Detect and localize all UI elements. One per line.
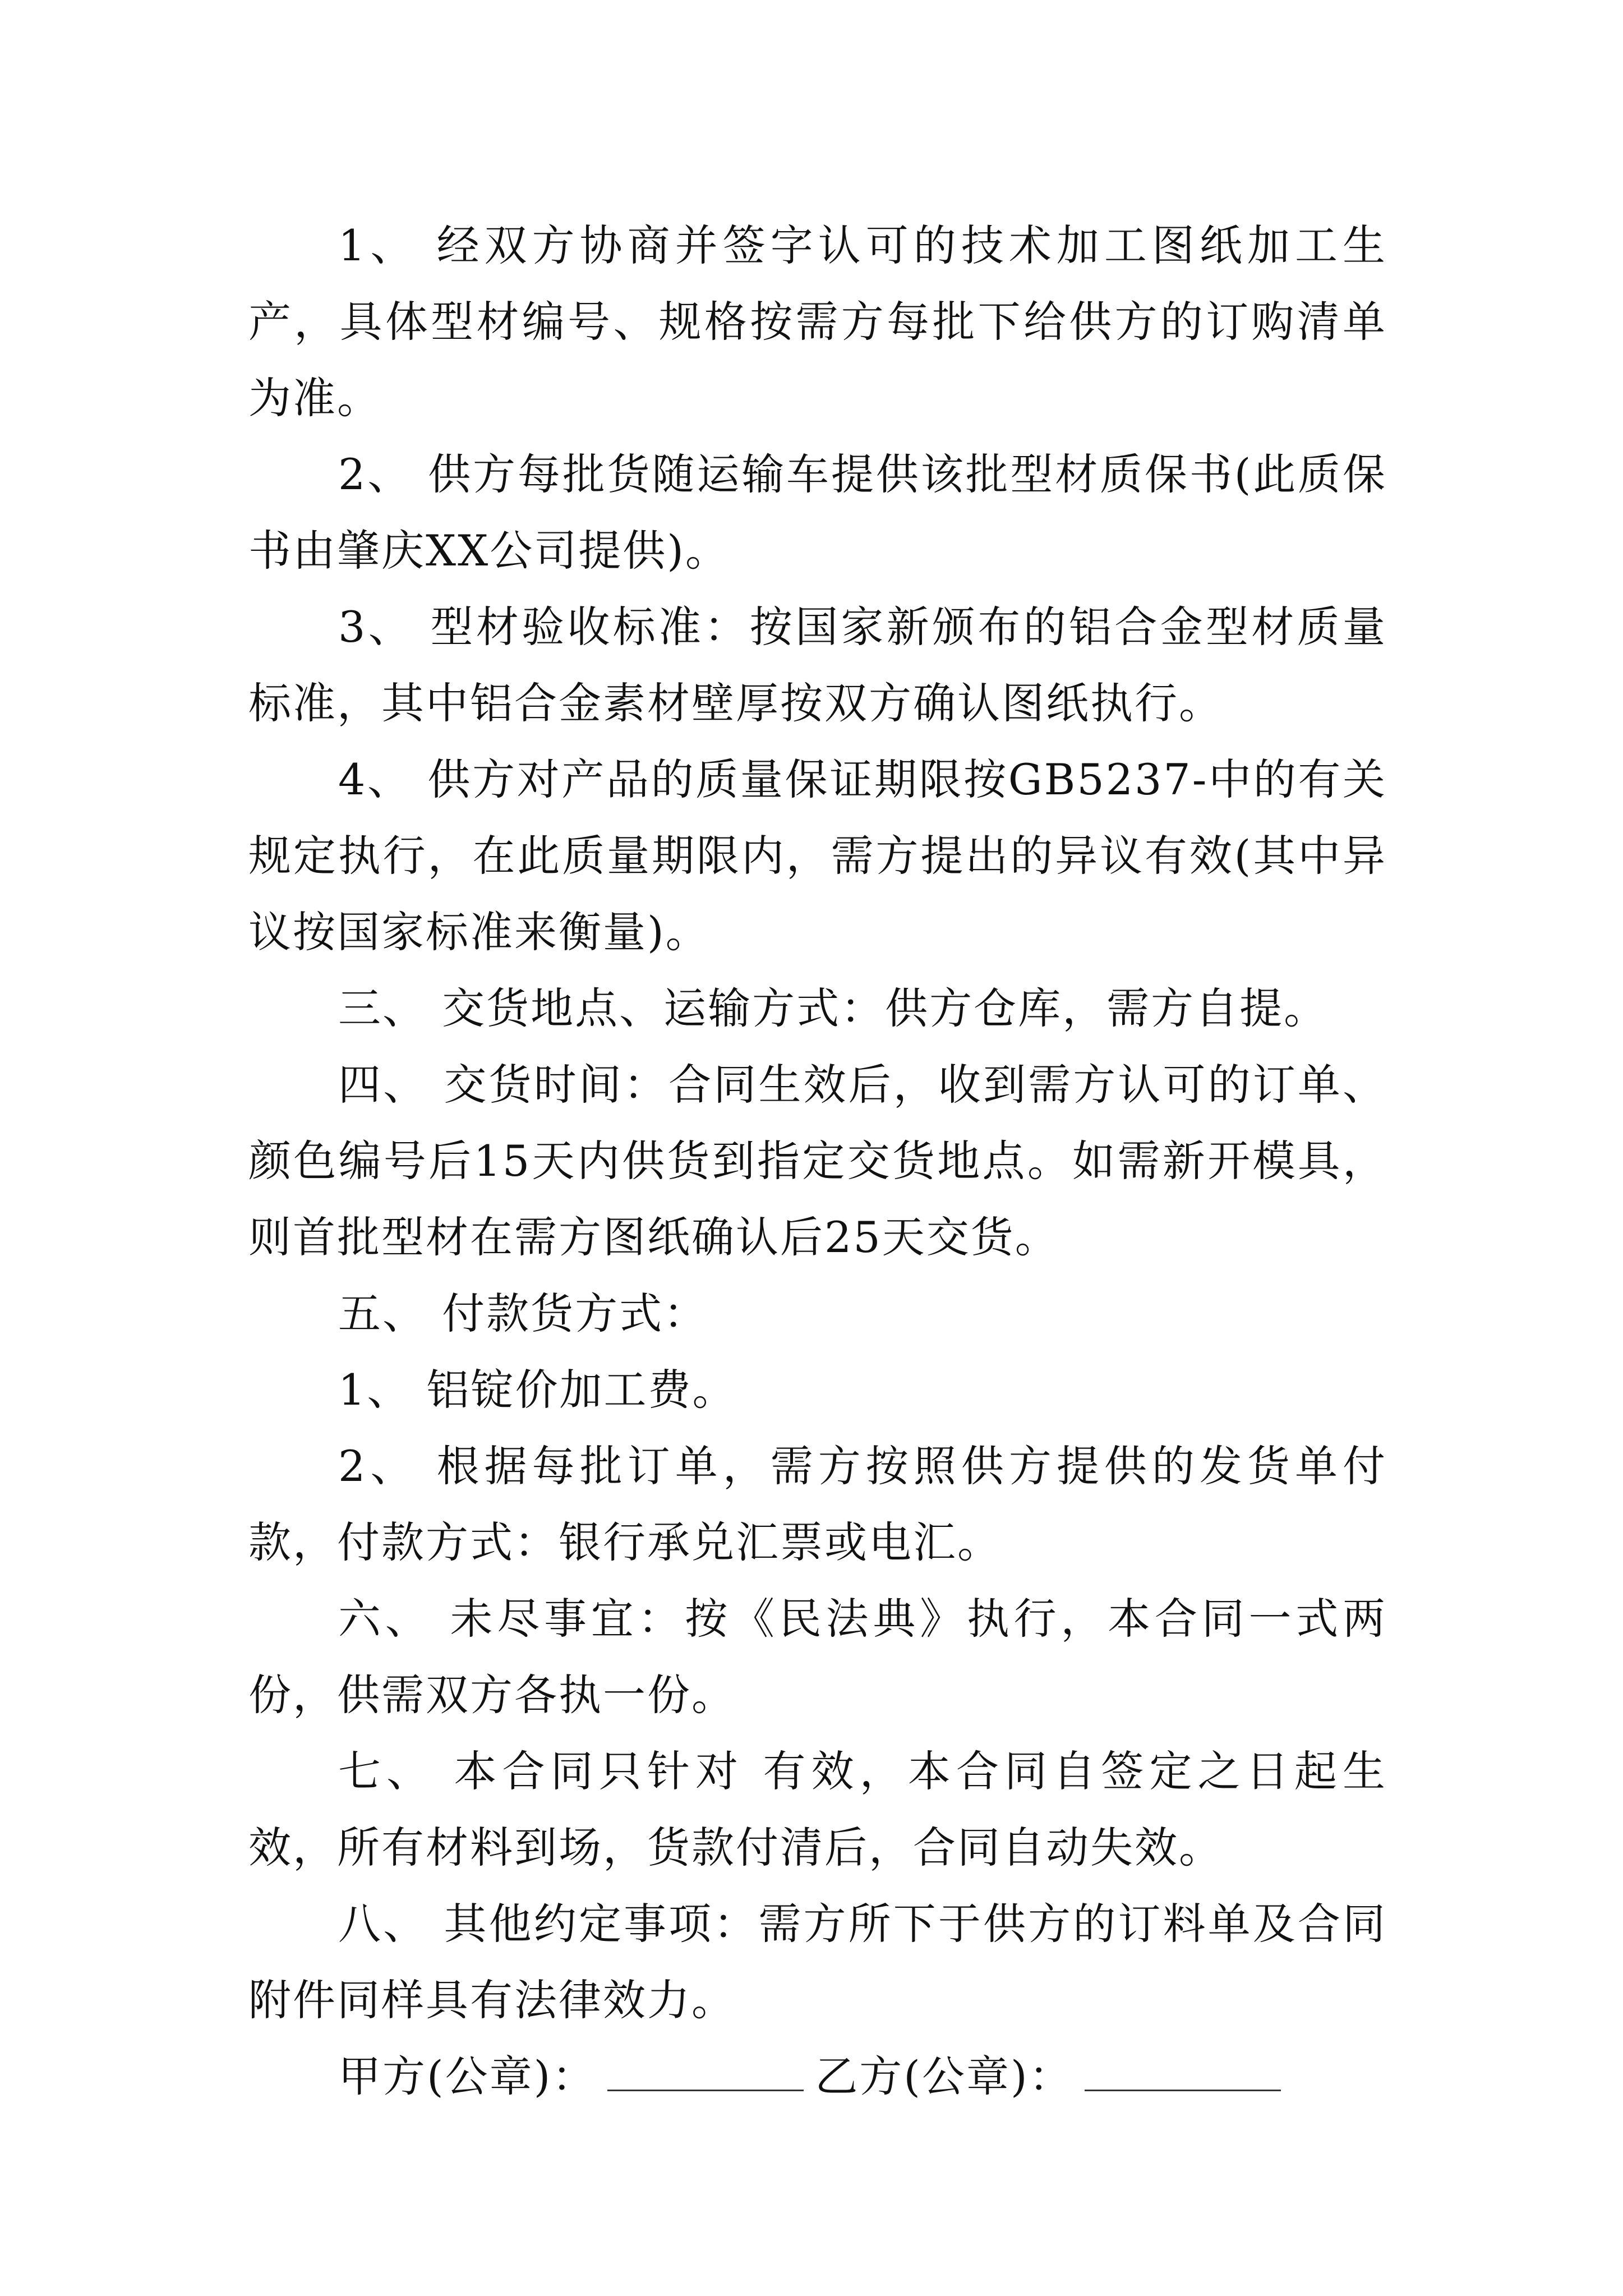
section-7-validity: 七、 本合同只针对 有效，本合同自签定之日起生效，所有材料到场，货款付清后，合同自动失效。: [248, 1746, 1387, 1872]
contract-body: [248, 208, 1387, 2115]
section-6-other-matters: 六、 未尽事宜：按《民法典》执行，本合同一式两份，供需双方各执一份。: [248, 1594, 1387, 1720]
clause-2: 2、 供方每批货随运输车提供该批型材质保书(此质保书由肇庆XX公司提供)。: [248, 449, 1387, 576]
party-a-blank: [607, 2056, 804, 2091]
party-b-label: 乙方(公章)：: [815, 2051, 1073, 2101]
party-a-label: 甲方(公章)：: [338, 2051, 597, 2101]
section-8-other-agreements: 八、 其他约定事项：需方所下于供方的订料单及合同附件同样具有法律效力。: [248, 1899, 1387, 2025]
section-3-delivery-place: 三、 交货地点、运输方式：供方仓库，需方自提。: [338, 983, 1329, 1033]
clause-1: 1、 经双方协商并签字认可的技术加工图纸加工生产，具体型材编号、规格按需方每批下给供方的订购清单为准。: [248, 220, 1387, 423]
clause-4: 4、 供方对产品的质量保证期限按GB5237-中的有关规定执行，在此质量期限内，需方提出的异议有效(其中异议按国家标准来衡量)。: [248, 754, 1387, 957]
payment-item-2: 2、 根据每批订单，需方按照供方提供的发货单付款，付款方式：银行承兑汇票或电汇。: [248, 1441, 1387, 1567]
section-5-payment: 五、 付款货方式：: [338, 1289, 708, 1338]
signature-line: [248, 2039, 1387, 2115]
party-b-blank: [1085, 2056, 1281, 2091]
payment-item-1: 1、 铝锭价加工费。: [338, 1365, 737, 1415]
clause-3: 3、 型材验收标准：按国家新颁布的铝合金型材质量标准，其中铝合金素材壁厚按双方确认图纸执行。: [248, 602, 1387, 728]
section-4-delivery-time: 四、 交货时间：合同生效后，收到需方认可的订单、颜色编号后15天内供货到指定交货地点。如需新开模具，则首批型材在需方图纸确认后25天交货。: [248, 1060, 1387, 1262]
